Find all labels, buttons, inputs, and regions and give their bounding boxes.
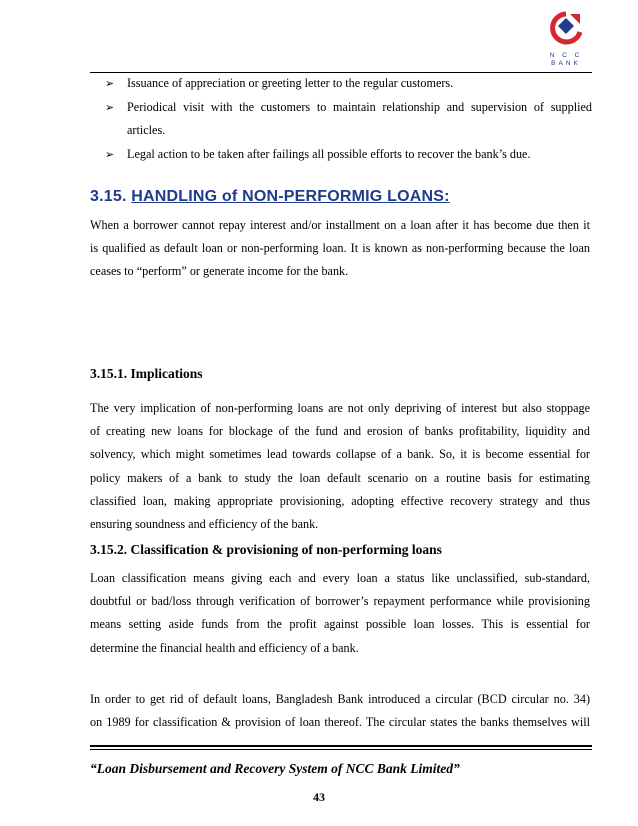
implications-paragraph — [90, 397, 590, 536]
classification-heading: 3.15.2. Classification & provisioning of non-performing loans — [90, 542, 442, 557]
section-title: HANDLING of NON-PERFORMIG LOANS: — [131, 188, 450, 205]
ncc-bank-logo-mark — [540, 10, 592, 50]
implications-heading: 3.15.1. Implications — [90, 366, 203, 381]
bullet-text-continued: articles. — [127, 123, 166, 137]
text-line: In order to get rid of default loans, Bangladesh Bank introduced a circular (BCD circular no. 34) — [90, 692, 590, 706]
footer-rule-thin — [90, 749, 592, 750]
text-line: of creating new loans for blockage of the fund and erosion of banks profitability, liquidity and — [90, 424, 590, 439]
arrow-bullet-icon: ➢ — [105, 148, 115, 161]
bullet-item — [105, 96, 592, 142]
section-heading — [90, 188, 450, 206]
logo-text-ncc: N C C — [549, 52, 583, 59]
bullet-text: Issuance of appreciation or greeting letter to the regular customers. — [127, 76, 454, 90]
text-line: Loan classification means giving each and every loan a status like unclassified, sub-standard, — [90, 571, 590, 585]
text-line: on 1989 for classification & provision of loan thereof. The circular states the banks themselves will — [90, 715, 590, 730]
bullet-text: Periodical visit with the customers to maintain relationship and supervision of supplied — [127, 100, 592, 114]
bullet-item — [105, 143, 592, 166]
footer-title: “Loan Disbursement and Recovery System of NCC Bank Limited” — [90, 761, 460, 776]
footer-rule — [90, 745, 592, 747]
classification-paragraph — [90, 567, 590, 660]
text-line: policy makers of a bank to study the loan default scenario on a routine basis for estimating — [90, 470, 590, 485]
classification-paragraph-2 — [90, 688, 590, 734]
section-number: 3.15. — [90, 188, 127, 205]
text-line: means setting aside funds from the profit against possible loan losses. This is essential for — [90, 617, 590, 632]
ncc-bank-logo — [540, 10, 592, 72]
text-line: determine the financial health and efficiency of a bank. — [90, 640, 359, 655]
section-intro — [90, 214, 590, 284]
text-line: classified loan, making appropriate provisioning, adopting effective recovery strategy and thus — [90, 493, 590, 508]
text-line: doubtful or bad/loss through verification of borrower’s repayment performance while provisioning — [90, 594, 590, 609]
bullet-text: Legal action to be taken after failings all possible efforts to recover the bank’s due. — [127, 147, 531, 161]
arrow-bullet-icon: ➢ — [105, 77, 115, 90]
bullet-item — [105, 72, 592, 95]
text-line: ceases to “perform” or generate income for the bank. — [90, 264, 349, 279]
page-number: 43 — [313, 790, 325, 804]
logo-text-bank: BANK — [551, 60, 581, 67]
text-line: When a borrower cannot repay interest and/or installment on a loan after it has become due then it — [90, 218, 590, 232]
text-line: The very implication of non-performing loans are not only depriving of interest but also stoppage — [90, 401, 590, 415]
arrow-bullet-icon: ➢ — [105, 101, 115, 114]
text-line: solvency, which might sometimes lead towards collapse of a bank. So, it is become essential for — [90, 447, 590, 462]
text-line: is qualified as default loan or non-performing loan. It is known as non-performing because the loan — [90, 241, 590, 256]
text-line: ensuring soundness and efficiency of the bank. — [90, 517, 319, 532]
